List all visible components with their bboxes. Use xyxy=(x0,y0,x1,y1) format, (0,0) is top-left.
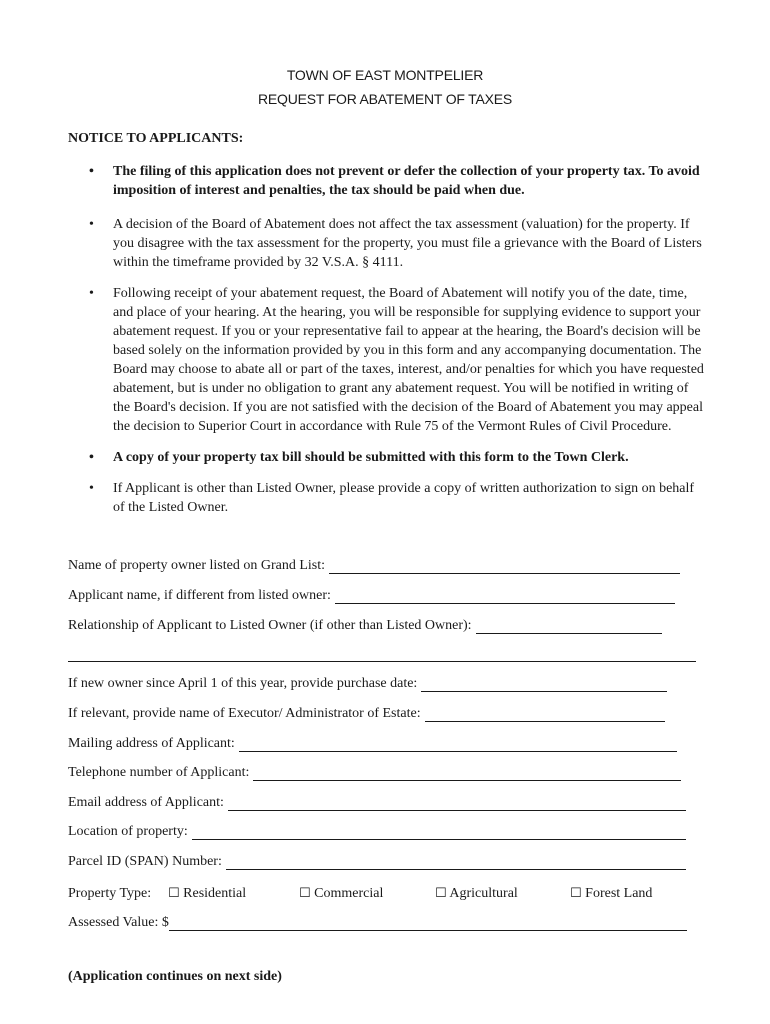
relationship-continuation-line[interactable] xyxy=(68,661,696,662)
bullet-icon: • xyxy=(89,164,94,179)
purchase-date-field xyxy=(68,676,667,692)
continue-note: (Application continues on next side) xyxy=(68,969,282,984)
assessed-value-field xyxy=(68,915,687,931)
owner-name-label: Name of property owner listed on Grand List: xyxy=(68,558,325,573)
location-field xyxy=(68,824,686,840)
location-input[interactable] xyxy=(192,826,686,840)
notice-item-payment xyxy=(68,162,708,200)
assessed-value-label: Assessed Value: $ xyxy=(68,915,169,930)
parcel-id-input[interactable] xyxy=(226,856,686,870)
parcel-id-label: Parcel ID (SPAN) Number: xyxy=(68,854,222,869)
option-label: Residential xyxy=(183,886,247,901)
executor-input[interactable] xyxy=(425,708,665,722)
applicant-name-label: Applicant name, if different from listed owner: xyxy=(68,588,331,603)
option-commercial[interactable] xyxy=(299,886,383,902)
executor-field xyxy=(68,706,665,722)
assessed-value-input[interactable] xyxy=(169,917,687,931)
notice-list xyxy=(68,162,708,517)
option-label: Forest Land xyxy=(585,886,653,901)
notice-item-tax-bill xyxy=(68,448,708,467)
checkbox-icon[interactable]: ☐ xyxy=(435,886,447,901)
telephone-input[interactable] xyxy=(253,767,681,781)
executor-label: If relevant, provide name of Executor/ Administrator of Estate: xyxy=(68,706,421,721)
email-field xyxy=(68,795,686,811)
notice-item-hearing xyxy=(68,284,708,436)
applicant-name-input[interactable] xyxy=(335,590,675,604)
relationship-input[interactable] xyxy=(476,620,662,634)
property-type-label: Property Type: xyxy=(68,886,152,901)
location-label: Location of property: xyxy=(68,824,188,839)
option-residential[interactable] xyxy=(168,886,246,902)
form-title: REQUEST FOR ABATEMENT OF TAXES xyxy=(257,91,513,107)
notice-item-text: Following receipt of your abatement request, the Board of Abatement will notify you of the date, time, and place of your hearing. At the hearing, you will be responsible for supplying evidence to support your abatement request. If you or your representative fail to appear at the hearing, the Board's decision will be based solely on the information provided by you in this form and any accompanying documentation. The Board may choose to abate all or part of the taxes, interest, and/or penalties for which you have requested abatement, but is under no obligation to grant any abatement request. You will be notified in writing of the Board's decision. If you are not satisfied with the decision of the Board of Abatement you may appeal the decision to Superior Court in accordance with Rule 75 of the Vermont Rules of Civil Procedure. xyxy=(113,286,704,434)
notice-item-authorization xyxy=(68,479,708,517)
telephone-label: Telephone number of Applicant: xyxy=(68,765,250,780)
notice-item-text: The filing of this application does not prevent or defer the collection of your property tax. To avoid imposition of interest and penalties, the tax should be paid when due. xyxy=(113,164,700,198)
mailing-address-input[interactable] xyxy=(239,738,677,752)
purchase-date-label: If new owner since April 1 of this year, provide purchase date: xyxy=(68,676,418,691)
notice-heading: NOTICE TO APPLICANTS: xyxy=(68,131,244,146)
notice-item-text: A decision of the Board of Abatement does not affect the tax assessment (valuation) for the property. If you disagree with the tax assessment for the property, you must file a grievance with the Board of Listers within the timeframe provided by 32 V.S.A. § 4111. xyxy=(113,217,702,270)
mailing-address-field xyxy=(68,736,677,752)
notice-item-text: A copy of your property tax bill should be submitted with this form to the Town Clerk. xyxy=(113,450,629,465)
checkbox-icon[interactable]: ☐ xyxy=(168,886,180,901)
notice-item-text: If Applicant is other than Listed Owner, please provide a copy of written authorization to sign on behalf of the Listed Owner. xyxy=(113,481,695,515)
purchase-date-input[interactable] xyxy=(421,678,667,692)
checkbox-icon[interactable]: ☐ xyxy=(570,886,582,901)
email-input[interactable] xyxy=(228,797,686,811)
mailing-address-label: Mailing address of Applicant: xyxy=(68,736,235,751)
checkbox-icon[interactable]: ☐ xyxy=(299,886,311,901)
bullet-icon: • xyxy=(89,217,94,232)
option-forest-land[interactable] xyxy=(570,886,652,902)
email-label: Email address of Applicant: xyxy=(68,795,224,810)
relationship-field xyxy=(68,618,662,634)
notice-item-assessment xyxy=(68,215,708,272)
bullet-icon: • xyxy=(89,481,94,496)
owner-name-input[interactable] xyxy=(329,560,680,574)
option-label: Agricultural xyxy=(449,886,518,901)
applicant-name-field xyxy=(68,588,675,604)
owner-name-field xyxy=(68,558,680,574)
town-title: TOWN OF EAST MONTPELIER xyxy=(286,67,484,83)
parcel-id-field xyxy=(68,854,686,870)
option-agricultural[interactable] xyxy=(435,886,518,902)
relationship-label: Relationship of Applicant to Listed Owner (if other than Listed Owner): xyxy=(68,618,472,633)
option-label: Commercial xyxy=(314,886,384,901)
bullet-icon: • xyxy=(89,450,94,465)
bullet-icon: • xyxy=(89,286,94,301)
telephone-field xyxy=(68,765,681,781)
